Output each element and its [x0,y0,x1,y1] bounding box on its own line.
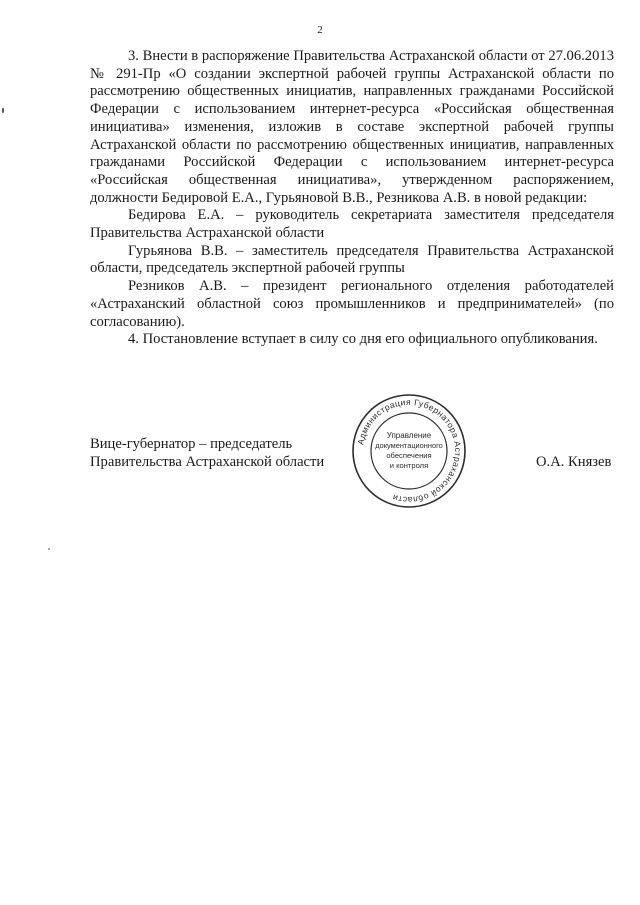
paragraph-item-4: 4. Постановление вступает в силу со дня его официального опубликования. [128,331,598,348]
svg-text:Управление: Управление [386,431,432,440]
document-body [90,48,614,349]
scan-speck [2,108,4,113]
scan-speck [48,548,50,550]
paragraph-reznikov: Резников А.В. – президент регионального отделения работодателей «Астраханский областной союз промышленников и предпринимателей» (по согласованию). [90,278,614,330]
paragraph-bedirova: Бедирова Е.А. – руководитель секретариата заместителя председателя Правительства Астраханской области [90,207,614,242]
signatory-position-line1: Вице-губернатор – председатель [90,436,293,452]
official-seal [350,392,468,510]
page-number: 2 [317,24,323,36]
paragraph-guryanova: Гурьянова В.В. – заместитель председателя Правительства Астраханской области, председатель экспертной рабочей группы [90,242,614,277]
svg-text:обеспечения: обеспечения [386,451,432,460]
paragraph-item-3: 3. Внести в распоряжение Правительства Астраханской области от 27.06.2013 № 291-Пр «О создании экспертной рабочей группы Астраханской области по рассмотрению общественных инициатив, направленных гражданами Российской Федерации с использованием интернет-ресурса «Российская общественная инициатива» изменения, изложив в составе экспертной рабочей группы Астраханской области по рассмотрению общественных инициатив, направленных гражданами Российской Федерации с использованием интернет-ресурса «Российская общественная инициатива», утвержденном распоряжением, должности Бедировой Е.А., Гурьяновой В.В., Резникова А.В. в новой редакции: [90,48,614,206]
svg-text:документационного: документационного [375,441,443,450]
svg-text:Администрация Губернатора Астр: Администрация Губернатора Астраханской области [355,396,464,506]
signatory-position-line2: Правительства Астраханской области [90,453,325,470]
signatory-name: О.А. Князев [536,454,612,470]
svg-text:и контроля: и контроля [389,461,429,470]
signatory-position [90,436,324,471]
